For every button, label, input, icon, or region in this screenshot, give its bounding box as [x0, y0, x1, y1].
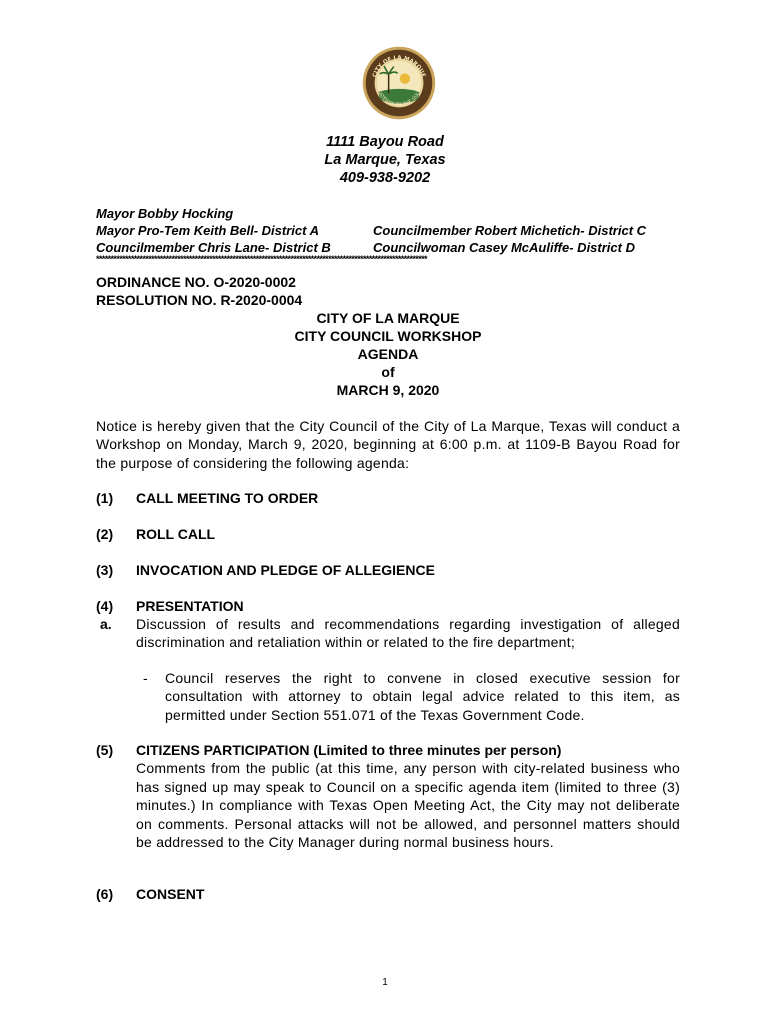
seal-top-text: CITY OF LA MARQUE — [372, 55, 426, 79]
official-council-d: Councilwoman Casey McAuliffe- District D — [373, 240, 635, 255]
item-number: (1) — [96, 490, 114, 506]
official-council-b: Councilmember Chris Lane- District B — [96, 240, 331, 255]
heading-of: of — [381, 364, 395, 380]
item-title: CITIZENS PARTICIPATION (Limited to three minutes per person) — [136, 742, 562, 758]
executive-session-note: Council reserves the right to convene in closed executive session for consultation with attorney to obtain legal advice related to this item, as permitted under Section 551.071 of the Texas Government Code. — [165, 670, 680, 723]
item-title: CONSENT — [136, 886, 205, 902]
heading-city: CITY OF LA MARQUE — [316, 310, 460, 326]
item-title: CALL MEETING TO ORDER — [136, 490, 319, 506]
separator-line: ****************************************************************************************************************** — [96, 254, 427, 264]
resolution-number: RESOLUTION NO. R-2020-0004 — [96, 292, 303, 308]
official-mayor: Mayor Bobby Hocking — [96, 206, 234, 221]
address-street: 1111 Bayou Road — [326, 134, 444, 150]
item-number: (5) — [96, 742, 114, 758]
agenda-heading — [96, 309, 680, 399]
presentation-text: Discussion of results and recommendations regarding investigation of alleged discrimination and retaliation within or related to the fire department; — [136, 616, 680, 651]
item-number: (3) — [96, 562, 114, 578]
sub-item-letter: a. — [100, 616, 112, 632]
item-number: (6) — [96, 886, 114, 902]
officials-list — [96, 205, 696, 256]
item-title: PRESENTATION — [136, 598, 244, 614]
item-number: (4) — [96, 598, 114, 614]
official-council-c: Councilmember Robert Michetich- District C — [373, 223, 647, 238]
item-body: Comments from the public (at this time, any person with city-related business who has signed up may speak to Council on a specific agenda item (limited to three (3) minutes.) In compliance with Texas Open Meeting Act, the City may not deliberate on comments. Personal attacks will not be allowed, and personnel matters should be addressed to the City Manager during normal business hours. — [136, 760, 680, 851]
item-title: INVOCATION AND PLEDGE OF ALLEGIENCE — [136, 562, 435, 578]
heading-workshop: CITY COUNCIL WORKSHOP — [294, 328, 482, 344]
notice-paragraph: Notice is hereby given that the City Council of the City of La Marque, Texas will conduct a Workshop on Monday, March 9, 2020, beginning at 6:00 p.m. at 1109-B Bayou Road for the purpose of considering the following agenda: — [96, 418, 680, 471]
page-number: 1 — [382, 977, 388, 988]
note-dash: - — [143, 670, 148, 686]
item-title: ROLL CALL — [136, 526, 216, 542]
item-number: (2) — [96, 526, 114, 542]
city-seal-logo — [362, 46, 436, 120]
heading-date: MARCH 9, 2020 — [336, 382, 440, 398]
heading-agenda: AGENDA — [357, 346, 419, 362]
ordinance-number: ORDINANCE NO. O-2020-0002 — [96, 274, 296, 290]
seal-bottom-text: GATEWAY TO THE GULF — [375, 89, 423, 109]
address-phone: 409-938-9202 — [339, 170, 431, 186]
address-city: La Marque, Texas — [324, 152, 446, 168]
city-address — [0, 133, 770, 187]
official-protem: Mayor Pro-Tem Keith Bell- District A — [96, 223, 319, 238]
